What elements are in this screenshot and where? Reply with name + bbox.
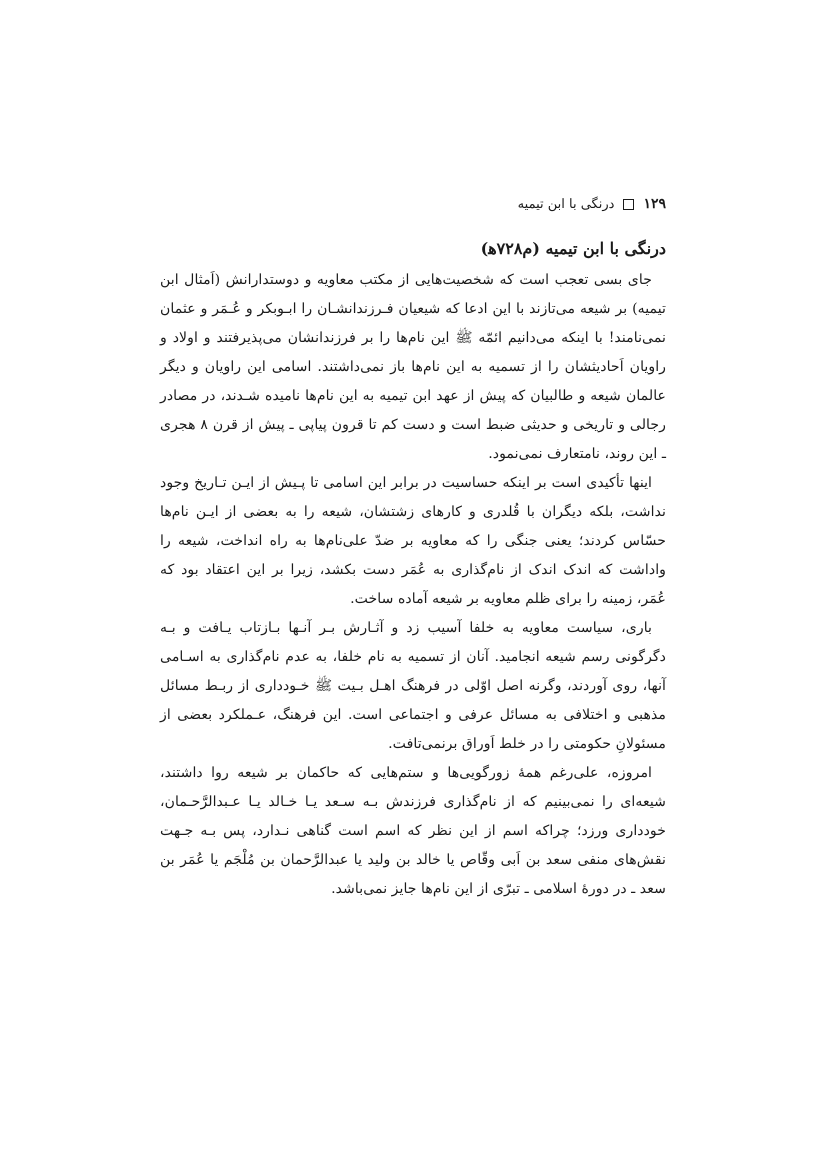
running-title: درنگی با ابن تیمیه (517, 196, 615, 212)
running-header (160, 196, 666, 212)
section-title: درنگی با ابن تیمیه (م۷۲۸ه‍) (480, 239, 666, 258)
page-number: ۱۲۹ (643, 196, 666, 212)
paragraph: اینها تأکیدی است بر اینکه حساسیت در برابر این اسامی تا پـیش از ایـن تـاریخ وجود نداشت، بلکه دیگران با قُلدری و کارهای زشتشان، شیعه را به بعضی از ایـن نام‌ها حسّاس کردند؛ یعنی جنگی را که معاویه بر ضدّ علی‌نام‌ها به راه انداخت، شیعه را واداشت که اندک اندک از نام‌گذاری به عُمَر دست بکشد، زیرا بر این اعتقاد بود که عُمَر، زمینه را برای ظلم معاویه بر شیعه آماده ساخت. (160, 475, 666, 607)
paragraph: باری، سیاست معاویه به خلفا آسیب زد و آثـارش بـر آنـها بـازتاب یـافت و بـه دگرگونی رسم شیعه انجامید. آنان از تسمیه به نام خلفا، به عدم نام‌گذاری به اسـامی آنها، روی آوردند، وگرنه اصل اوّلی در فرهنگ اهـل بـیت ﷺ خـودداری از ربـط مسائل مذهبی و اختلافی به مسائل عرفی و اجتماعی است. این فرهنگ، عـملکرد بعضی از مسئولانِ حکومتی را در خلط اَوراق برنمی‌تافت. (160, 620, 666, 752)
paragraph: امروزه، علی‌رغم همهٔ زورگویی‌ها و ستم‌هایی که حاکمان بر شیعه روا داشتند، شیعه‌ای را نمی‌بینیم که از نام‌گذاری فرزندش بـه سـعد یـا خـالد یـا عـبدالرَّحـمان، خودداری ورزد؛ چراکه اسم از این نظر که اسم است گناهی نـدارد، پس بـه جـهت نقش‌های منفی سعد بن اَبی وقّاص یا خالد بن ولید یا عبدالرَّحمان بن مُلْجَم یا عُمَر بن سعد ـ در دورهٔ اسلامی ـ تبرّی از این نام‌ها جایز نمی‌باشد. (160, 765, 666, 897)
header-box-icon (623, 199, 634, 210)
paragraph: جای بسی تعجب است که شخصیت‌هایی از مکتب معاویه و دوستدارانش (اَمثال ابن تیمیه) بر شیعه می‌تازند با این ادعا که شیعیان فـرزندانشـان را ابـوبکر و عُـمَر و عثمان نمی‌نامند! با اینکه می‌دانیم ائمّه ﷺ این نام‌ها را بر فرزندانشان می‌پذیرفتند و اولاد و راویان اَحادیثشان را از تسمیه به این نام‌ها باز نمی‌داشتند. اسامی این راویان و دیگر عالمان شیعه و طالبیان که پیش از عهد ابن تیمیه به این نام‌ها نامیده شـدند، در مصادر رجالی و تاریخی و حدیثی ضبط است و دست کم تا قرون پیاپی ـ پیش از قرن ۸ هجری ـ این روند، نامتعارف نمی‌نمود. (160, 272, 666, 462)
main-text (160, 234, 666, 904)
